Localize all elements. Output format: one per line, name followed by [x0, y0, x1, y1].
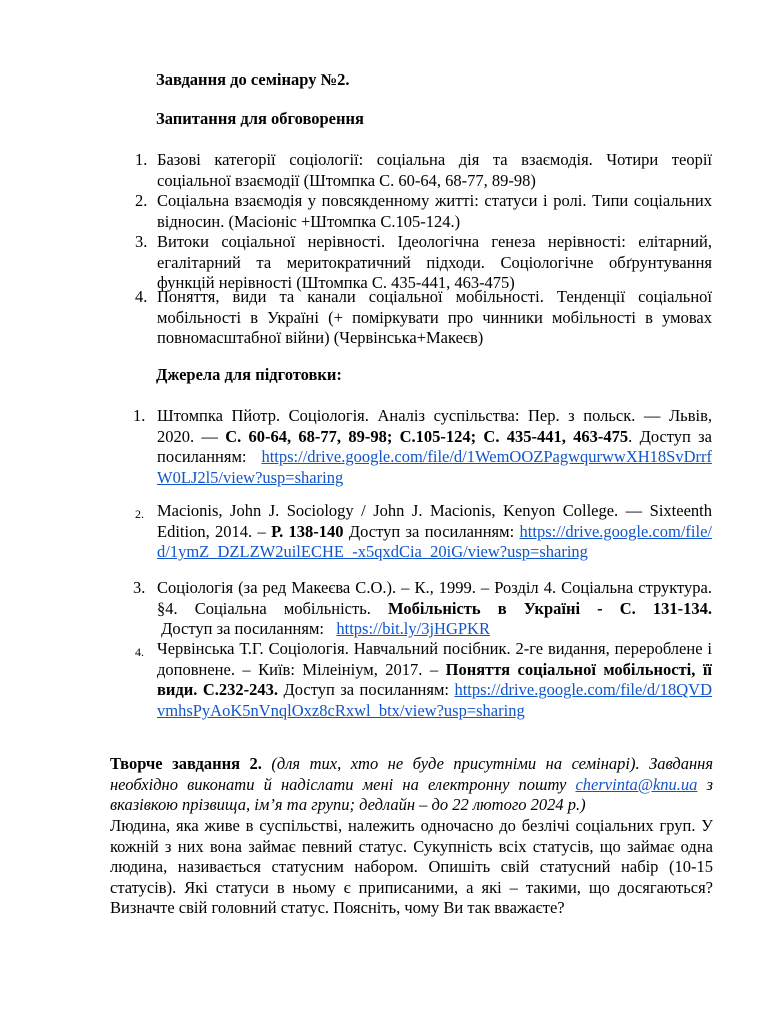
creative-task-heading: Творче завдання 2.	[110, 754, 262, 773]
question-text: Базові категорії соціології: соціальна дія та взаємодія. Чотири теорії соціальної взаємодії (Штомпка С. 60-64, 68-77, 89-98)	[157, 150, 712, 190]
question-number: 1.	[135, 150, 148, 169]
source-number: 2.	[135, 507, 144, 521]
question-item	[135, 287, 712, 349]
creative-task-deadline: з вказівкою прізвища, ім’я та групи; дедлайн – до 22 лютого 2024 р.)	[110, 774, 713, 815]
question-number: 3.	[135, 232, 148, 251]
question-item	[135, 150, 712, 191]
source-link[interactable]: https://bit.ly/3jHGPKR	[336, 619, 490, 639]
question-number: 4.	[135, 287, 148, 306]
source-pages: С. 60-64, 68-77, 89-98; С.105-124; С. 435-441, 463-475	[225, 426, 629, 446]
source-link[interactable]: https://drive.google.com/file/d/1ymZ_DZLZW2uilECHE_-x5qxdCia_20iG/view?usp=sharing	[157, 521, 712, 562]
question-item	[135, 232, 712, 294]
sources-heading: Джерела для підготовки:	[156, 365, 342, 384]
creative-task-body: Людина, яка живе в суспільстві, належить одночасно до безлічі соціальних груп. У кожній з них вона займає певний статус. Сукупність всіх статусів, що займає одна людина, називається статусним набором. Опишіть свій статусний набір (10-15 статусів). Які статуси в ньому є приписаними, а які – такими, що досягаються? Визначте свій головний статус. Поясніть, чому Ви так вважаєте?	[110, 816, 713, 918]
question-text: Соціальна взаємодія у повсякденному житті: статуси і ролі. Типи соціальних відносин. (Масіоніс +Штомпка С.105-124.)	[157, 191, 712, 231]
question-text: Витоки соціальної нерівності. Ідеологічна генеза нерівності: елітарний, егалітарний та меритократичний підходи. Соціологічне обґрунтування функцій нерівності (Штомпка С. 435-441, 463-475)	[157, 232, 712, 293]
source-pages: Р. 138-140	[271, 521, 344, 541]
discussion-heading: Запитання для обговорення	[156, 109, 364, 128]
source-access: Доступ за посиланням:	[278, 680, 449, 700]
source-text: Соціологія (за ред Макеєва С.О.). – К., 1999. – Розділ 4. Соціальна структура. §4. Соціальна мобільність.	[157, 578, 712, 618]
source-link[interactable]: https://drive.google.com/file/d/1WemOOZPagwqurwwXH18SvDrrfW0LJ2l5/view?usp=sharing	[157, 447, 712, 487]
creative-task-note	[110, 754, 713, 816]
page-title: Завдання до семінару №2.	[156, 70, 350, 89]
source-number: 3.	[133, 578, 146, 597]
email-link[interactable]: chervinta@knu.ua	[575, 774, 698, 794]
source-item	[135, 501, 712, 563]
source-number: 1.	[133, 406, 146, 425]
source-text: Macionis, John J. Sociology / John J. Macionis, Kenyon College. — Sixteenth Edition, 2014. –	[157, 501, 712, 541]
question-text: Поняття, види та канали соціальної мобільності. Тенденції соціальної мобільності в Україні (+ поміркувати про чинники мобільності в умовах повномасштабної війни) (Червінська+Макеєв)	[157, 287, 712, 348]
creative-task-instructions: (для тих, хто не буде присутніми на семінарі). Завдання необхідно виконати й надіслати мені на електронну пошту	[110, 754, 713, 794]
source-pages: Поняття соціальної мобільності, її види. С.232-243.	[157, 659, 712, 700]
source-item	[135, 639, 712, 721]
question-number: 2.	[135, 191, 148, 210]
source-link[interactable]: https://drive.google.com/file/d/18QVDvmhsPyAoK5nVnqlOxz8cRxwl_btx/view?usp=sharing	[157, 680, 712, 720]
source-text: Червінська Т.Г. Соціологія. Навчальний посібник. 2-ге видання, перероблене і доповнене. – Київ: Мілеініум, 2017. –	[157, 639, 712, 679]
question-item	[135, 191, 712, 232]
source-item	[133, 578, 712, 640]
source-pages: Мобільність в Україні - С. 131-134.	[387, 598, 712, 618]
source-number: 4.	[135, 645, 144, 659]
source-access: Доступ за посиланням:	[157, 619, 337, 639]
source-item	[133, 406, 713, 488]
source-access: Доступ за посиланням:	[343, 521, 515, 541]
source-text: Штомпка Пйотр. Соціологія. Аналіз суспільства: Пер. з польск. — Львів, 2020. —	[157, 406, 712, 446]
source-access: . Доступ за посиланням:	[157, 426, 713, 467]
